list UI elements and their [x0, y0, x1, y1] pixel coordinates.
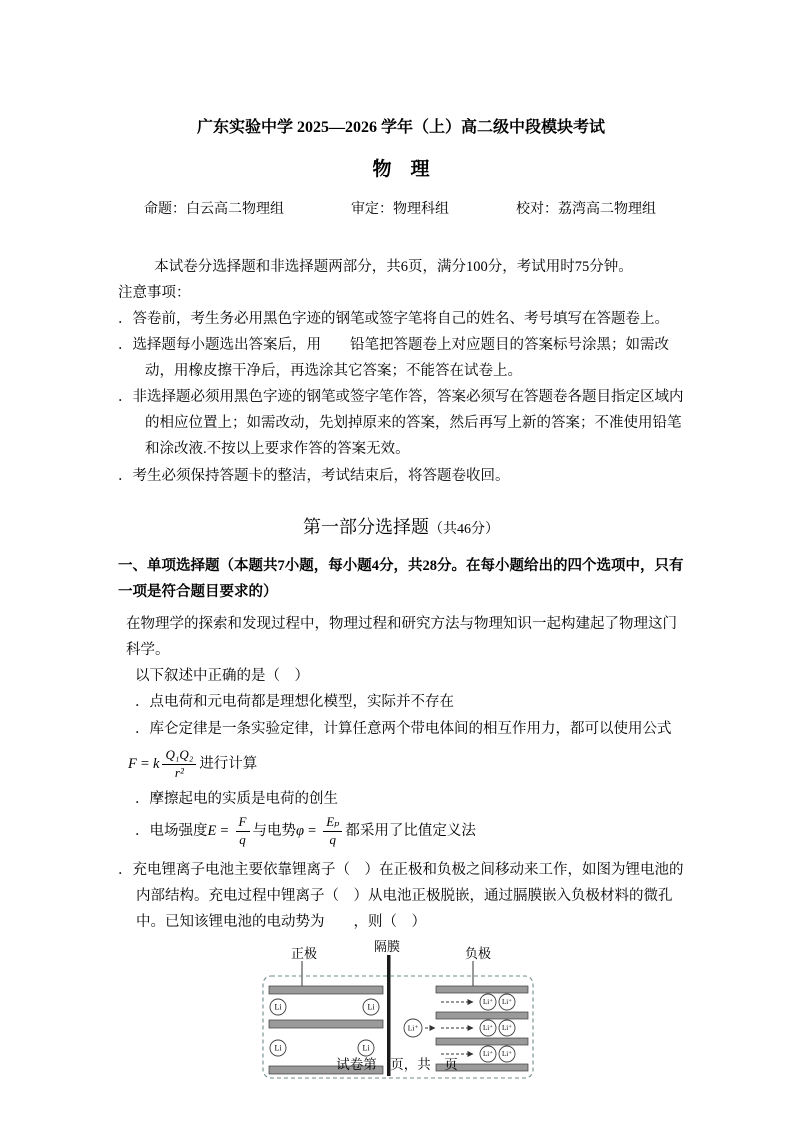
equals-sign: =: [220, 823, 229, 840]
svg-text:Li: Li: [274, 1002, 282, 1012]
notice-marker: ．: [118, 467, 133, 484]
notice-item-2: [118, 332, 684, 384]
notice-marker: ．: [118, 389, 133, 406]
svg-text:Li⁺: Li⁺: [502, 1023, 512, 1032]
notice-text: 非选择题必须用黑色字迹的钢笔或签字笔作答，答案必须写在答题卷各题目指定区域内的相应位置上；如需改动，先划掉原来的答案，然后再写上新的答案；不准使用铅笔和涂改液.不按以上要求作答的答案无效。: [132, 389, 684, 458]
option-text: 与电势: [252, 823, 296, 840]
formula-fraction: [162, 748, 196, 781]
option-marker: ．: [135, 823, 150, 840]
li-plus-ion: [499, 1020, 515, 1036]
meta-reviewer: 审定：物理科组: [351, 201, 449, 217]
separator-label: 隔膜: [374, 939, 401, 954]
notice-list: [118, 306, 684, 489]
field-strength-fraction: [236, 815, 250, 848]
exam-subject: 物 理: [372, 158, 430, 180]
notice-marker: ．: [118, 337, 133, 354]
potential-fraction: [323, 815, 342, 848]
svg-text:Li: Li: [362, 1043, 370, 1053]
negative-electrode-bar: [436, 1012, 528, 1019]
svg-text:Li⁺: Li⁺: [502, 1049, 512, 1058]
svg-text:Li: Li: [274, 1043, 282, 1053]
question-1-stem: 以下叙述中正确的是（ ）: [135, 668, 309, 685]
li-ion: [363, 999, 379, 1015]
field-strength-symbol: E: [207, 823, 217, 840]
part-heading: [118, 513, 684, 539]
meta-setter: 命题：白云高二物理组: [144, 201, 284, 217]
notice-title: 注意事项：: [118, 284, 191, 301]
option-text: 电场强度: [149, 823, 208, 840]
formula-suffix: 进行计算: [199, 755, 258, 772]
option-text: 点电荷和元电荷都是理想化模型，实际并不存在: [149, 694, 454, 711]
migrating-li-plus-ion: [404, 1019, 422, 1037]
positive-electrode-label: 正极: [291, 945, 318, 961]
question-2-text: [118, 857, 684, 935]
li-plus-ion: [480, 994, 496, 1010]
notice-item-1: [118, 306, 684, 332]
notice-marker: ．: [118, 310, 133, 327]
option-text: 摩擦起电的实质是电荷的创生: [149, 790, 338, 807]
fraction-denominator: r²: [174, 764, 184, 780]
option-marker: ．: [135, 720, 150, 737]
li-ion: [270, 999, 286, 1015]
option-text: 都采用了比值定义法: [345, 823, 476, 840]
svg-text:Li⁺: Li⁺: [483, 1049, 493, 1058]
positive-electrode-bar: [269, 986, 383, 994]
svg-text:Li: Li: [367, 1002, 375, 1012]
formula-constant: k: [153, 755, 160, 772]
svg-text:Li⁺: Li⁺: [483, 1023, 493, 1032]
negative-electrode-bar: [436, 986, 528, 993]
svg-text:Li⁺: Li⁺: [502, 997, 512, 1006]
potential-symbol: φ: [296, 823, 305, 840]
formula-equals: =: [140, 755, 150, 772]
notice-text: 选择题每小题选出答案后，用 铅笔把答题卷上对应题目的答案标号涂黑；如需改动，用橡皮擦干净后，再选涂其它答案；不能答在试卷上。: [132, 337, 669, 380]
negative-electrode-bar: [436, 1038, 528, 1045]
equals-sign: =: [308, 823, 317, 840]
question-body: 充电锂离子电池主要依靠锂离子（ ）在正极和负极之间移动来工作，如图为锂电池的内部结构。充电过程中锂离子（ ）从电池正极脱嵌，通过膈膜嵌入负极材料的微孔中。已知该锂电池的电动势为 ，则（ ）: [132, 862, 684, 931]
exam-meta-row: [118, 198, 684, 218]
question-marker: ．: [118, 862, 133, 879]
question-type-heading: 一、单项选择题（本题共7小题，每小题4分，共28分。在每小题给出的四个选项中，只有一项是符合题目要求的）: [118, 557, 684, 600]
notice-text: 答卷前，考生务必用黑色字迹的钢笔或签字笔将自己的姓名、考号填写在答题卷上。: [132, 310, 669, 327]
notice-text: 考生必须保持答题卡的整洁，考试结束后，将答题卷收回。: [132, 467, 510, 484]
li-plus-ion: [480, 1020, 496, 1036]
part-title: 第一部分选择题: [303, 516, 429, 537]
li-plus-ion: [499, 994, 515, 1010]
part-score: （共46分）: [429, 521, 499, 537]
option-text: 库仑定律是一条实验定律，计算任意两个带电体间的相互作用力，都可以使用公式: [149, 720, 672, 737]
question-1: [118, 611, 684, 851]
fraction-numerator: Eₚ: [323, 815, 342, 832]
notice-item-3: [118, 384, 684, 462]
option-marker: ．: [135, 790, 150, 807]
svg-text:Li⁺: Li⁺: [483, 997, 493, 1006]
coulomb-formula: [128, 743, 684, 786]
notice-item-4: [118, 463, 684, 489]
exam-title: 广东实验中学 2025—2026 学年（上）高二级中段模块考试: [196, 119, 605, 136]
meta-proofreader: 校对：荔湾高二物理组: [516, 201, 656, 217]
positive-electrode-bar: [269, 1020, 383, 1028]
question-1-option-c: [135, 786, 684, 813]
page-footer: 试卷第 页，共 页: [336, 1057, 458, 1072]
fraction-denominator: q: [239, 832, 246, 848]
formula-lhs: F: [128, 755, 137, 772]
question-1-option-d: [135, 812, 684, 851]
exam-summary: 本试卷分选择题和非选择题两部分，共6页，满分100分，考试用时75分钟。: [154, 258, 633, 275]
option-marker: ．: [135, 694, 150, 711]
fraction-denominator: q: [329, 832, 337, 848]
fraction-numerator: Q₁Q₂: [162, 748, 196, 765]
fraction-numerator: F: [236, 815, 250, 832]
question-1-option-b: [135, 716, 684, 743]
question-1-intro: 在物理学的探索和发现过程中，物理过程和研究方法与物理知识一起构建起了物理这门科学。: [126, 615, 677, 658]
negative-electrode-label: 负极: [465, 945, 492, 961]
svg-text:Li⁺: Li⁺: [407, 1023, 419, 1033]
question-1-option-a: [135, 689, 684, 716]
